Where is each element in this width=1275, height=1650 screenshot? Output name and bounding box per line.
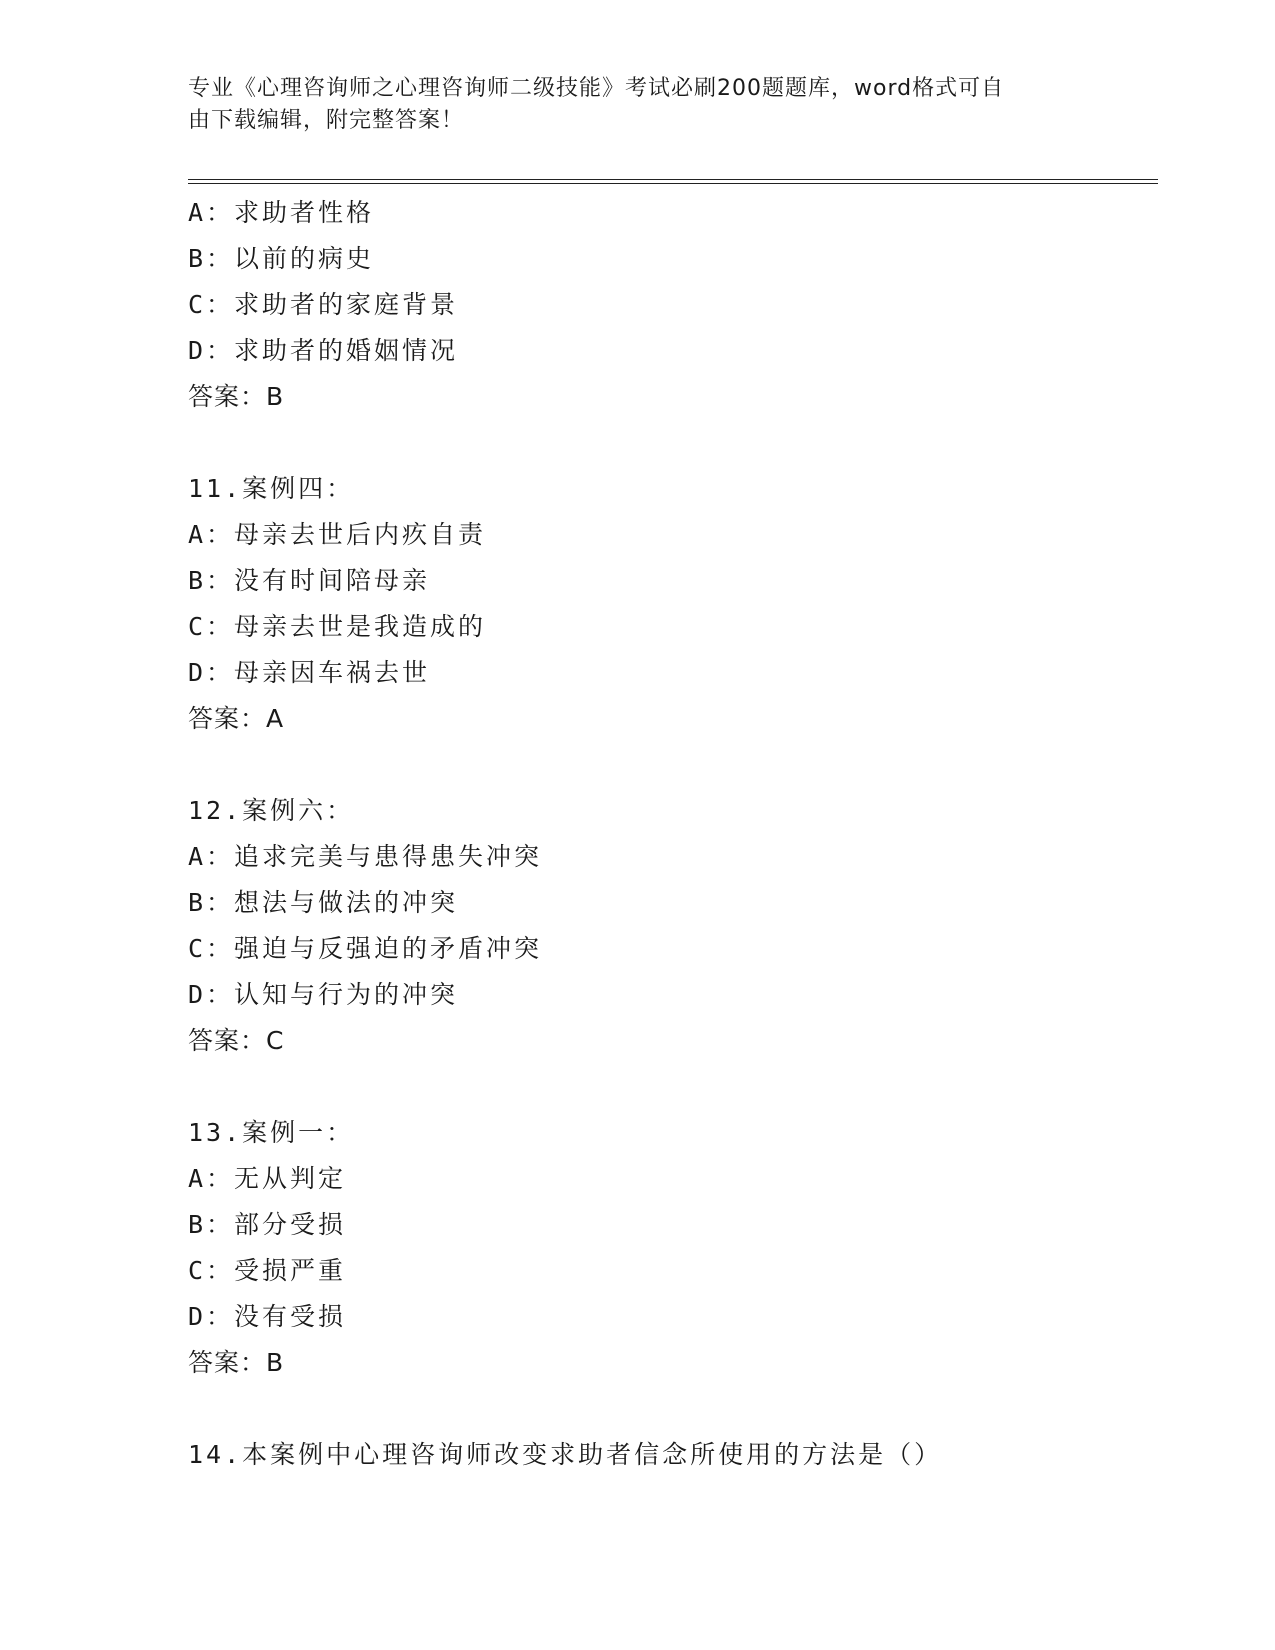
question-stem: 11.案例四： [188, 474, 355, 503]
option-c: C：受损严重 [188, 1256, 347, 1285]
option-b: B：没有时间陪母亲 [188, 566, 431, 595]
spacer [188, 420, 1168, 466]
option-d: D：求助者的婚姻情况 [188, 336, 459, 365]
option-c: C：强迫与反强迫的矛盾冲突 [188, 934, 543, 963]
question-stem: 12.案例六： [188, 796, 355, 825]
question-block-12 [188, 788, 1168, 1064]
option-d: D：认知与行为的冲突 [188, 980, 459, 1009]
option-c: C：求助者的家庭背景 [188, 290, 459, 319]
spacer [188, 1064, 1168, 1110]
spacer [188, 742, 1168, 788]
question-list [188, 190, 1168, 1478]
question-stem: 13.案例一： [188, 1118, 355, 1147]
question-block-14 [188, 1432, 1168, 1478]
spacer [188, 1386, 1168, 1432]
option-a: A：追求完美与患得患失冲突 [188, 842, 543, 871]
option-a: A：求助者性格 [188, 198, 375, 227]
option-b: B：部分受损 [188, 1210, 347, 1239]
option-d: D：没有受损 [188, 1302, 347, 1331]
answer-line: 答案：B [188, 1348, 285, 1377]
option-a: A：无从判定 [188, 1164, 347, 1193]
question-block-13 [188, 1110, 1168, 1386]
option-a: A：母亲去世后内疚自责 [188, 520, 487, 549]
header-line-1: 专业《心理咨询师之心理咨询师二级技能》考试必刷200题题库，word格式可自 [188, 76, 1005, 101]
header-rule-top [188, 179, 1158, 180]
question-block-partial [188, 190, 1168, 420]
question-block-11 [188, 466, 1168, 742]
answer-line: 答案：C [188, 1026, 285, 1055]
header-rule-bottom [188, 183, 1158, 184]
option-c: C：母亲去世是我造成的 [188, 612, 487, 641]
header-line-2: 由下载编辑，附完整答案！ [188, 108, 465, 133]
option-d: D：母亲因车祸去世 [188, 658, 431, 687]
answer-line: 答案：B [188, 382, 285, 411]
answer-line: 答案：A [188, 704, 285, 733]
option-b: B：以前的病史 [188, 244, 375, 273]
option-b: B：想法与做法的冲突 [188, 888, 459, 917]
question-stem: 14.本案例中心理咨询师改变求助者信念所使用的方法是（） [188, 1440, 943, 1469]
document-header [188, 73, 1068, 137]
